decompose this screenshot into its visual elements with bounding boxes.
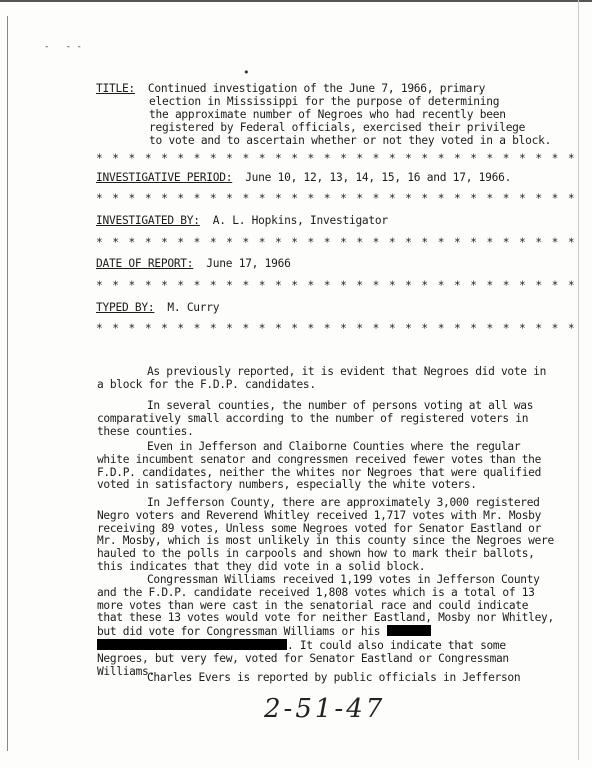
- investigator-line: [96, 214, 388, 227]
- title-label: TITLE:: [96, 82, 135, 95]
- paragraph-3-text: Even in Jefferson and Claiborne Counties where the regular white incumbent senator and congressmen received fewer votes than the F.D.P. candidates, neither the whites nor Negroes that were qualified voted in satisfactory numbers, especially the white voters.: [97, 440, 542, 492]
- investigator-label: INVESTIGATED BY:: [96, 214, 200, 227]
- scan-edge-left: [7, 16, 8, 751]
- report-date-line: [96, 257, 291, 270]
- separator: * * * * * * * * * * * * * * * * * * * * * * * * * * * * * *: [96, 192, 576, 205]
- paragraph-6-text: Charles Evers is reported by public officials in Jefferson: [147, 671, 521, 684]
- paragraph-5-text-a: Congressman Williams received 1,199 votes in Jefferson County and the F.D.P. candidate received 1,808 votes which is a total of 13 more votes than were cast in the senatorial race and could indicate that these 13 votes would vote for neither Eastland, Mosby nor Whitley, but did vote for Congressman Williams or his: [97, 573, 554, 639]
- typed-by-value: M. Curry: [167, 301, 220, 314]
- title-text-3: the approximate number of Negroes who had recently been: [149, 108, 506, 121]
- investigator-value: A. L. Hopkins, Investigator: [212, 214, 388, 227]
- period-value: June 10, 12, 13, 14, 15, 16 and 17, 1966.: [245, 171, 512, 184]
- title-text-2: election in Mississippi for the purpose of determining: [149, 95, 500, 108]
- typed-by-line: [96, 301, 219, 314]
- scan-speck: - - -: [44, 42, 82, 52]
- paragraph-1-text: As previously reported, it is evident that Negroes did vote in a block for the F.D.P. candidates.: [97, 365, 546, 391]
- paragraph-4-text: In Jefferson County, there are approximately 3,000 registered Negro voters and Reverend Whitley received 1,717 votes with Mr. Mosby receiving 89 votes, Unless some Negroes voted for Senator Eastland or Mr. Mosby, which is most unlikely in this county since the Negroes were hauled to the polls in carpools and shown how to mark their ballots, this indicates that they did vote in a solid block.: [97, 496, 554, 573]
- typed-by-label: TYPED BY:: [96, 301, 155, 314]
- separator: * * * * * * * * * * * * * * * * * * * * * * * * * * * * * *: [96, 322, 576, 335]
- title-text-5: to vote and to ascertain whether or not they voted in a block.: [149, 134, 552, 147]
- report-date-label: DATE OF REPORT:: [96, 257, 194, 270]
- handwritten-number: 2-51-47: [264, 694, 386, 724]
- paragraph-2-text: In several counties, the number of persons voting at all was comparatively small according to the number of registered voters in these counties.: [97, 399, 534, 438]
- paragraph-3: [97, 441, 557, 492]
- scan-speck: •: [243, 66, 250, 79]
- scan-edge-top: [0, 0, 592, 2]
- title-line-1: [96, 82, 485, 95]
- separator: * * * * * * * * * * * * * * * * * * * * * * * * * * * * * *: [96, 236, 576, 249]
- paragraph-1: [97, 366, 557, 392]
- redaction-bar: [387, 625, 431, 636]
- paragraph-4: [97, 497, 557, 574]
- title-text-1: Continued investigation of the June 7, 1966, primary: [147, 82, 486, 95]
- redaction-bar: [97, 639, 287, 650]
- title-text-4: registered by Federal officials, exercised their privilege: [149, 121, 526, 134]
- paragraph-5-text-b: . It could also indicate that some Negroes, but very few, voted for Senator Eastland or Congressman Williams.: [97, 638, 509, 678]
- period-label: INVESTIGATIVE PERIOD:: [96, 171, 233, 184]
- period-line: [96, 171, 511, 184]
- paragraph-6: [97, 672, 557, 685]
- paragraph-5: [97, 574, 557, 678]
- separator: * * * * * * * * * * * * * * * * * * * * * * * * * * * * * *: [96, 279, 576, 292]
- paragraph-2: [97, 400, 557, 438]
- scan-edge-right: [578, 0, 579, 760]
- report-date-value: June 17, 1966: [206, 257, 291, 270]
- separator: * * * * * * * * * * * * * * * * * * * * * * * * * * * * * *: [96, 152, 576, 165]
